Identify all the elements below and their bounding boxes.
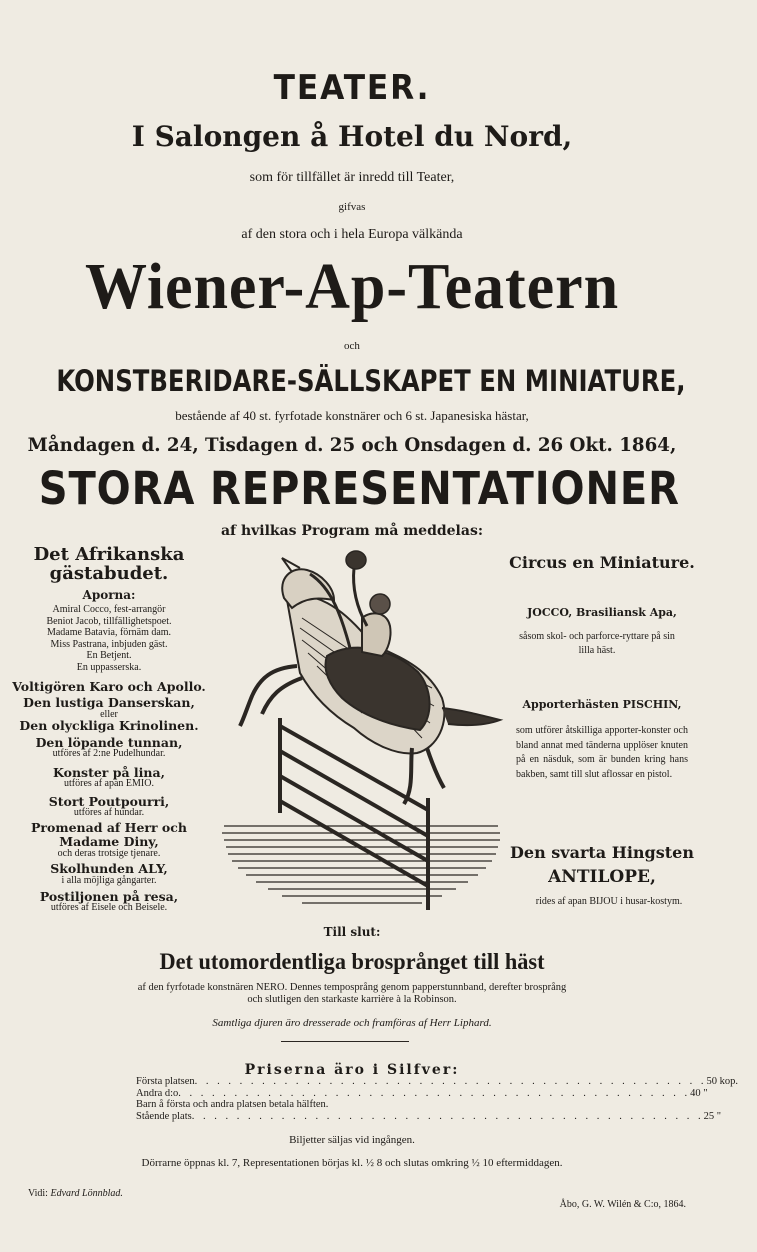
price-value: 50 kop. — [706, 1076, 738, 1087]
price-row — [136, 1099, 576, 1111]
tickets-line: Biljetter säljas vid ingången. — [289, 1134, 415, 1146]
leader-dots: . . . . . . . . . . . . . . . . . . . . . . . . . . . . . . . . . . . . . . . . . . . . . . — [191, 1110, 704, 1122]
price-value: 25 " — [703, 1110, 721, 1122]
trainer-note: Samtliga djuren äro dresserade och framföras af Herr Liphard. — [212, 1017, 492, 1029]
cast-item: En Betjent. — [86, 650, 132, 661]
act-title: Den olyckliga Krinolinen. — [19, 718, 199, 733]
apor-heading: Aporna: — [82, 588, 136, 602]
finale-desc: och slutligen den starkaste karrière à la Robinson. — [247, 994, 457, 1005]
price-row — [136, 1110, 721, 1123]
act-subtitle: utföres af apan EMIO. — [64, 778, 154, 789]
censor-line — [28, 1187, 123, 1200]
act-title: Den lustiga Danserskan, — [23, 695, 195, 710]
act-subtitle: och deras trotsige tjenare. — [57, 848, 161, 859]
act-title: Skolhunden ALY, — [50, 861, 168, 876]
gifvas-line: gifvas — [338, 201, 366, 213]
antilope-desc: rides af apan BIJOU i husar-kostym. — [535, 896, 683, 907]
horse-rider-woodcut — [222, 548, 504, 918]
leader-dots: . . . . . . . . . . . . . . . . . . . . . . . . . . . . . . . . . . . . . . . . . . . . . . — [178, 1087, 691, 1099]
jocco-desc: såsom skol- och parforce-ryttare på sin lilla häst. — [519, 631, 675, 656]
big-headline: STORA REPRESENTATIONER — [38, 462, 680, 515]
price-value: 40 " — [690, 1087, 708, 1099]
company-second: KONSTBERIDARE-SÄLLSKAPET EN MINIATURE, — [56, 364, 686, 398]
divider — [281, 1041, 409, 1042]
act-subtitle: utföres af Eisele och Beisele. — [50, 902, 168, 913]
cast-item: Beniot Jacob, tillfällighetspoet. — [46, 615, 172, 627]
act-title: Stort Poutpourri, — [48, 794, 170, 809]
price-label: Stående plats — [136, 1110, 192, 1122]
poster-title: TEATER. — [273, 68, 431, 108]
price-label: Andra d:o — [136, 1087, 179, 1099]
price-row — [136, 1076, 738, 1088]
jocco-title: JOCCO, Brasiliansk Apa, — [527, 606, 677, 619]
till-slut: Till slut: — [323, 925, 381, 939]
cast-item: En uppasserska. — [76, 661, 142, 673]
act-subtitle: utföres af 2:ne Pudelhundar. — [52, 748, 166, 759]
act-subtitle: i alla möjliga gångarter. — [61, 875, 157, 886]
printer-line: Åbo, G. W. Wilén & C:o, 1864. — [559, 1199, 686, 1210]
dates-line: Måndagen d. 24, Tisdagen d. 25 och Onsdagen d. 26 Okt. 1864, — [27, 434, 677, 456]
antilope-title: ANTILOPE, — [548, 867, 656, 887]
doors-line: Dörrarne öppnas kl. 7, Representationen börjas kl. ½ 8 och slutas omkring ½ 10 eftermiddagen. — [141, 1157, 563, 1169]
consist-line: bestående af 40 st. fyrfotade konstnärer och 6 st. Japanesiska hästar, — [175, 408, 529, 423]
cast-item: Amiral Cocco, fest-arrangör — [52, 604, 166, 615]
act-title: Konster på lina, — [53, 765, 165, 780]
act-title: Den löpande tunnan, — [35, 735, 183, 750]
price-row — [136, 1087, 708, 1100]
company-name: Wiener-Ap-Teatern — [84, 250, 620, 323]
och-line: och — [344, 340, 360, 352]
price-table — [136, 1076, 738, 1122]
intro-line: af den stora och i hela Europa välkända — [241, 227, 463, 242]
program-line: af hvilkas Program må meddelas: — [220, 523, 483, 539]
act-subtitle: eller — [100, 709, 118, 720]
left-heading: Det Afrikanska gästabudet. — [33, 544, 185, 584]
finale-headline: Det utomordentliga brosprånget till häst — [159, 949, 545, 974]
vidi-label: Vidi: — [28, 1188, 48, 1199]
act-title: Postiljonen på resa, — [39, 889, 179, 904]
price-label: Barn å första och andra platsen betala hälften. — [136, 1099, 329, 1110]
finale-desc: af den fyrfotade konstnären NERO. Dennes temposprång genom papperstunnband, derefter brosprång — [137, 982, 567, 993]
price-label: Första platsen — [136, 1076, 195, 1087]
cast-list — [4, 604, 214, 673]
act-title: Promenad af Herr och Madame Diny, — [31, 820, 187, 849]
act-subtitle: utföres af hundar. — [73, 807, 145, 818]
cast-item: Madame Batavia, förnäm dam. — [46, 627, 172, 638]
pischin-desc: som utförer åtskilliga apporter-konster och bland annat med tänderna upplöser knuten på en näsduk, som är bunden kring hans bakben, samt till slut aflossar en pistol. — [516, 725, 688, 780]
right-heading: Circus en Miniature. — [509, 553, 695, 572]
vidi-name: Edvard Lönnblad. — [50, 1188, 123, 1199]
leader-dots: . . . . . . . . . . . . . . . . . . . . . . . . . . . . . . . . . . . . . . . . . . . . . . — [194, 1076, 707, 1087]
pischin-title: Apporterhästen PISCHIN, — [522, 698, 682, 711]
ground-hatching — [222, 826, 500, 903]
price-value — [328, 1099, 378, 1111]
act-title: Voltigören Karo och Apollo. — [12, 679, 206, 694]
venue-line: I Salongen å Hotel du Nord, — [131, 120, 573, 153]
subtitle-line: som för tillfället är inredd till Teater, — [249, 170, 455, 185]
prices-heading: Priserna äro i Silfver: — [244, 1062, 460, 1078]
hingst-title: Den svarta Hingsten — [510, 843, 694, 862]
cast-item: Miss Pastrana, inbjuden gäst. — [50, 638, 168, 650]
